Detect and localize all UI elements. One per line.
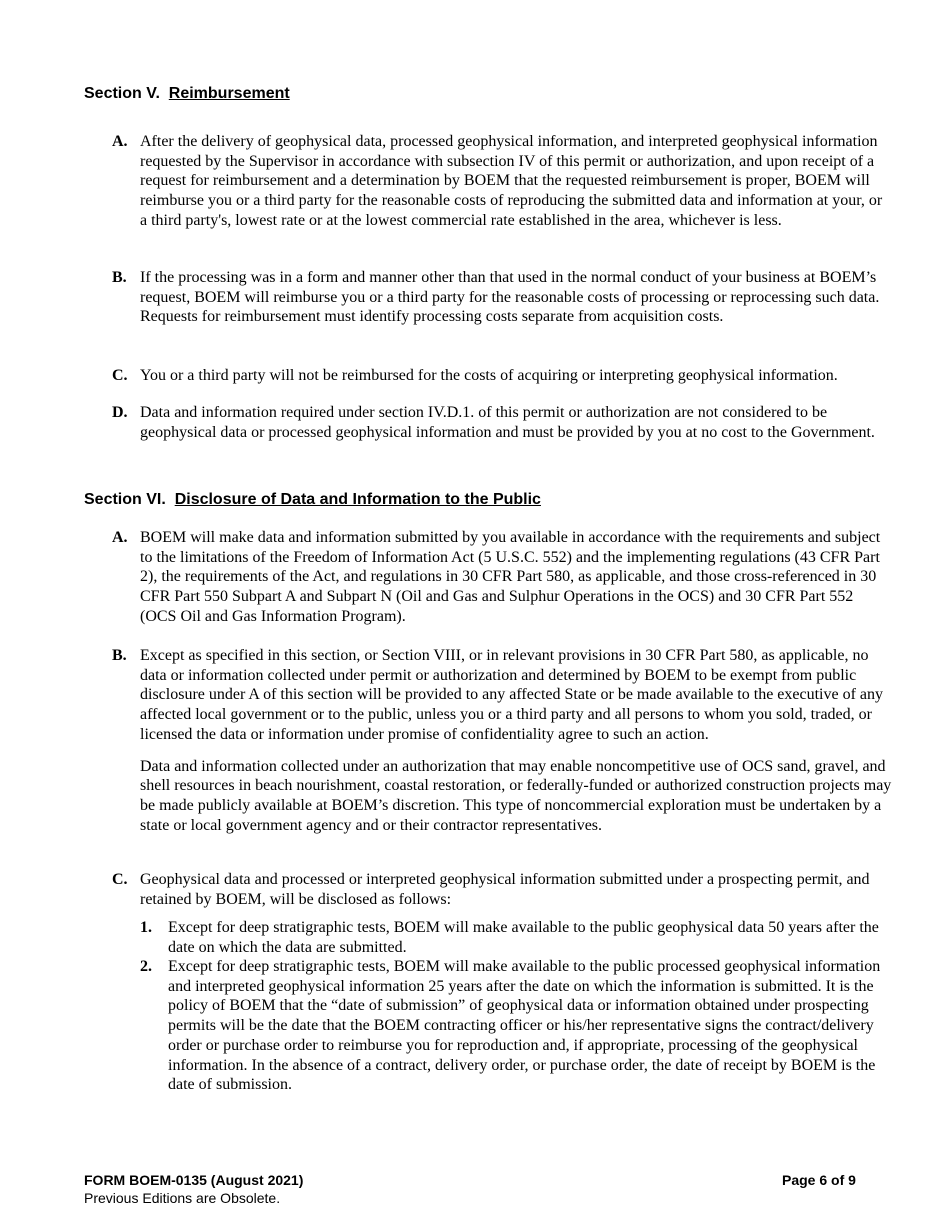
section-v-item-c bbox=[112, 366, 892, 386]
item-text: After the delivery of geophysical data, processed geophysical information, and interpreted geophysical information requested by the Supervisor in accordance with subsection IV of this permit or authorization, and upon receipt of a request for reimbursement and a determination by BOEM that the requested reimbursement is proper, BOEM will reimburse you or a third party for the reasonable costs of reproducing the submitted data and information at your, or a third party's, lowest rate or at the lowest commercial rate established in the area, whichever is less. bbox=[140, 133, 883, 229]
section-vi-c-subitem-1 bbox=[140, 918, 892, 957]
item-label: B. bbox=[112, 269, 127, 286]
item-text: BOEM will make data and information submitted by you available in accordance with the requirements and subject to the limitations of the Freedom of Information Act (5 U.S.C. 552) and the implementing regulations (43 CFR Part 2), the requirements of the Act, and regulations in 30 CFR Part 580, as applicable, and those cross-referenced in 30 CFR Part 550 Subpart A and Subpart N (Oil and Gas and Sulphur Operations in the OCS) and 30 CFR Part 552 (OCS Oil and Gas Information Program). bbox=[140, 529, 881, 625]
section-vi-c-subitem-2 bbox=[140, 957, 892, 1095]
item-text-continued: Data and information collected under an authorization that may enable noncompetitive use of OCS sand, gravel, and shell resources in beach nourishment, coastal restoration, or federally-funded or authorized construction projects may be made publicly available at BOEM’s discretion. This type of noncommercial exploration must be undertaken by a state or local government agency and or their contractor representatives. bbox=[140, 757, 892, 834]
section-vi-title: Disclosure of Data and Information to the Public bbox=[174, 491, 541, 508]
section-vi-prefix: Section VI. bbox=[84, 491, 166, 508]
subitem-text: Except for deep stratigraphic tests, BOEM will make available to the public geophysical data 50 years after the date on which the data are submitted. bbox=[168, 919, 879, 956]
section-vi-item-b bbox=[112, 646, 892, 835]
section-v-item-a bbox=[112, 132, 892, 231]
item-label: B. bbox=[112, 647, 127, 664]
section-vi-heading bbox=[84, 490, 541, 510]
subitem-text: Except for deep stratigraphic tests, BOEM will make available to the public processed geophysical information and interpreted geophysical information 25 years after the date on which the information is submitted. It is the policy of BOEM that the “date of submission” of geophysical data or information obtained under prospecting permits will be the date that the BOEM contracting officer or his/her representative signs the contract/delivery order or purchase order to reimburse you for reproduction and, if appropriate, processing of the geophysical information. In the absence of a contract, delivery order, or purchase order, the date of receipt by BOEM is the date of submission. bbox=[168, 958, 881, 1094]
item-label: C. bbox=[112, 367, 128, 384]
form-number: FORM BOEM-0135 (August 2021) bbox=[84, 1172, 304, 1188]
page-number: Page 6 of 9 bbox=[782, 1172, 856, 1188]
item-text: You or a third party will not be reimbursed for the costs of acquiring or interpreting geophysical information. bbox=[140, 367, 838, 384]
item-label: A. bbox=[112, 133, 128, 150]
section-v-heading bbox=[84, 84, 290, 104]
item-text: Except as specified in this section, or Section VIII, or in relevant provisions in 30 CFR Part 580, as applicable, no data or information collected under permit or authorization and determined by BOEM to be exempt from public disclosure under A of this section will be provided to any affected State or be made available to the executive of any affected local government or to the public, unless you or a third party and all persons to whom you sold, traded, or licensed the data or information under promise of confidentiality agree to such an action. bbox=[140, 647, 884, 743]
item-label: C. bbox=[112, 871, 128, 888]
section-vi-item-c bbox=[112, 870, 892, 909]
obsolete-notice: Previous Editions are Obsolete. bbox=[84, 1190, 281, 1206]
item-text: Geophysical data and processed or interpreted geophysical information submitted under a prospecting permit, and retained by BOEM, will be disclosed as follows: bbox=[140, 871, 870, 908]
section-v-item-d bbox=[112, 403, 892, 442]
section-v-prefix: Section V. bbox=[84, 85, 160, 102]
item-label: A. bbox=[112, 529, 128, 546]
section-v-title: Reimbursement bbox=[168, 85, 290, 102]
subitem-label: 1. bbox=[140, 919, 152, 936]
section-v-item-b bbox=[112, 268, 892, 327]
item-text: Data and information required under section IV.D.1. of this permit or authorization are not considered to be geophysical data or processed geophysical information and must be provided by you at no cost to the Government. bbox=[140, 404, 875, 441]
item-label: D. bbox=[112, 404, 128, 421]
item-text: If the processing was in a form and manner other than that used in the normal conduct of your business at BOEM’s request, BOEM will reimburse you or a third party for the reasonable costs of processing or reprocessing such data. Requests for reimbursement must identify processing costs separate from acquisition costs. bbox=[140, 269, 880, 326]
subitem-label: 2. bbox=[140, 958, 152, 975]
section-vi-item-a bbox=[112, 528, 892, 627]
